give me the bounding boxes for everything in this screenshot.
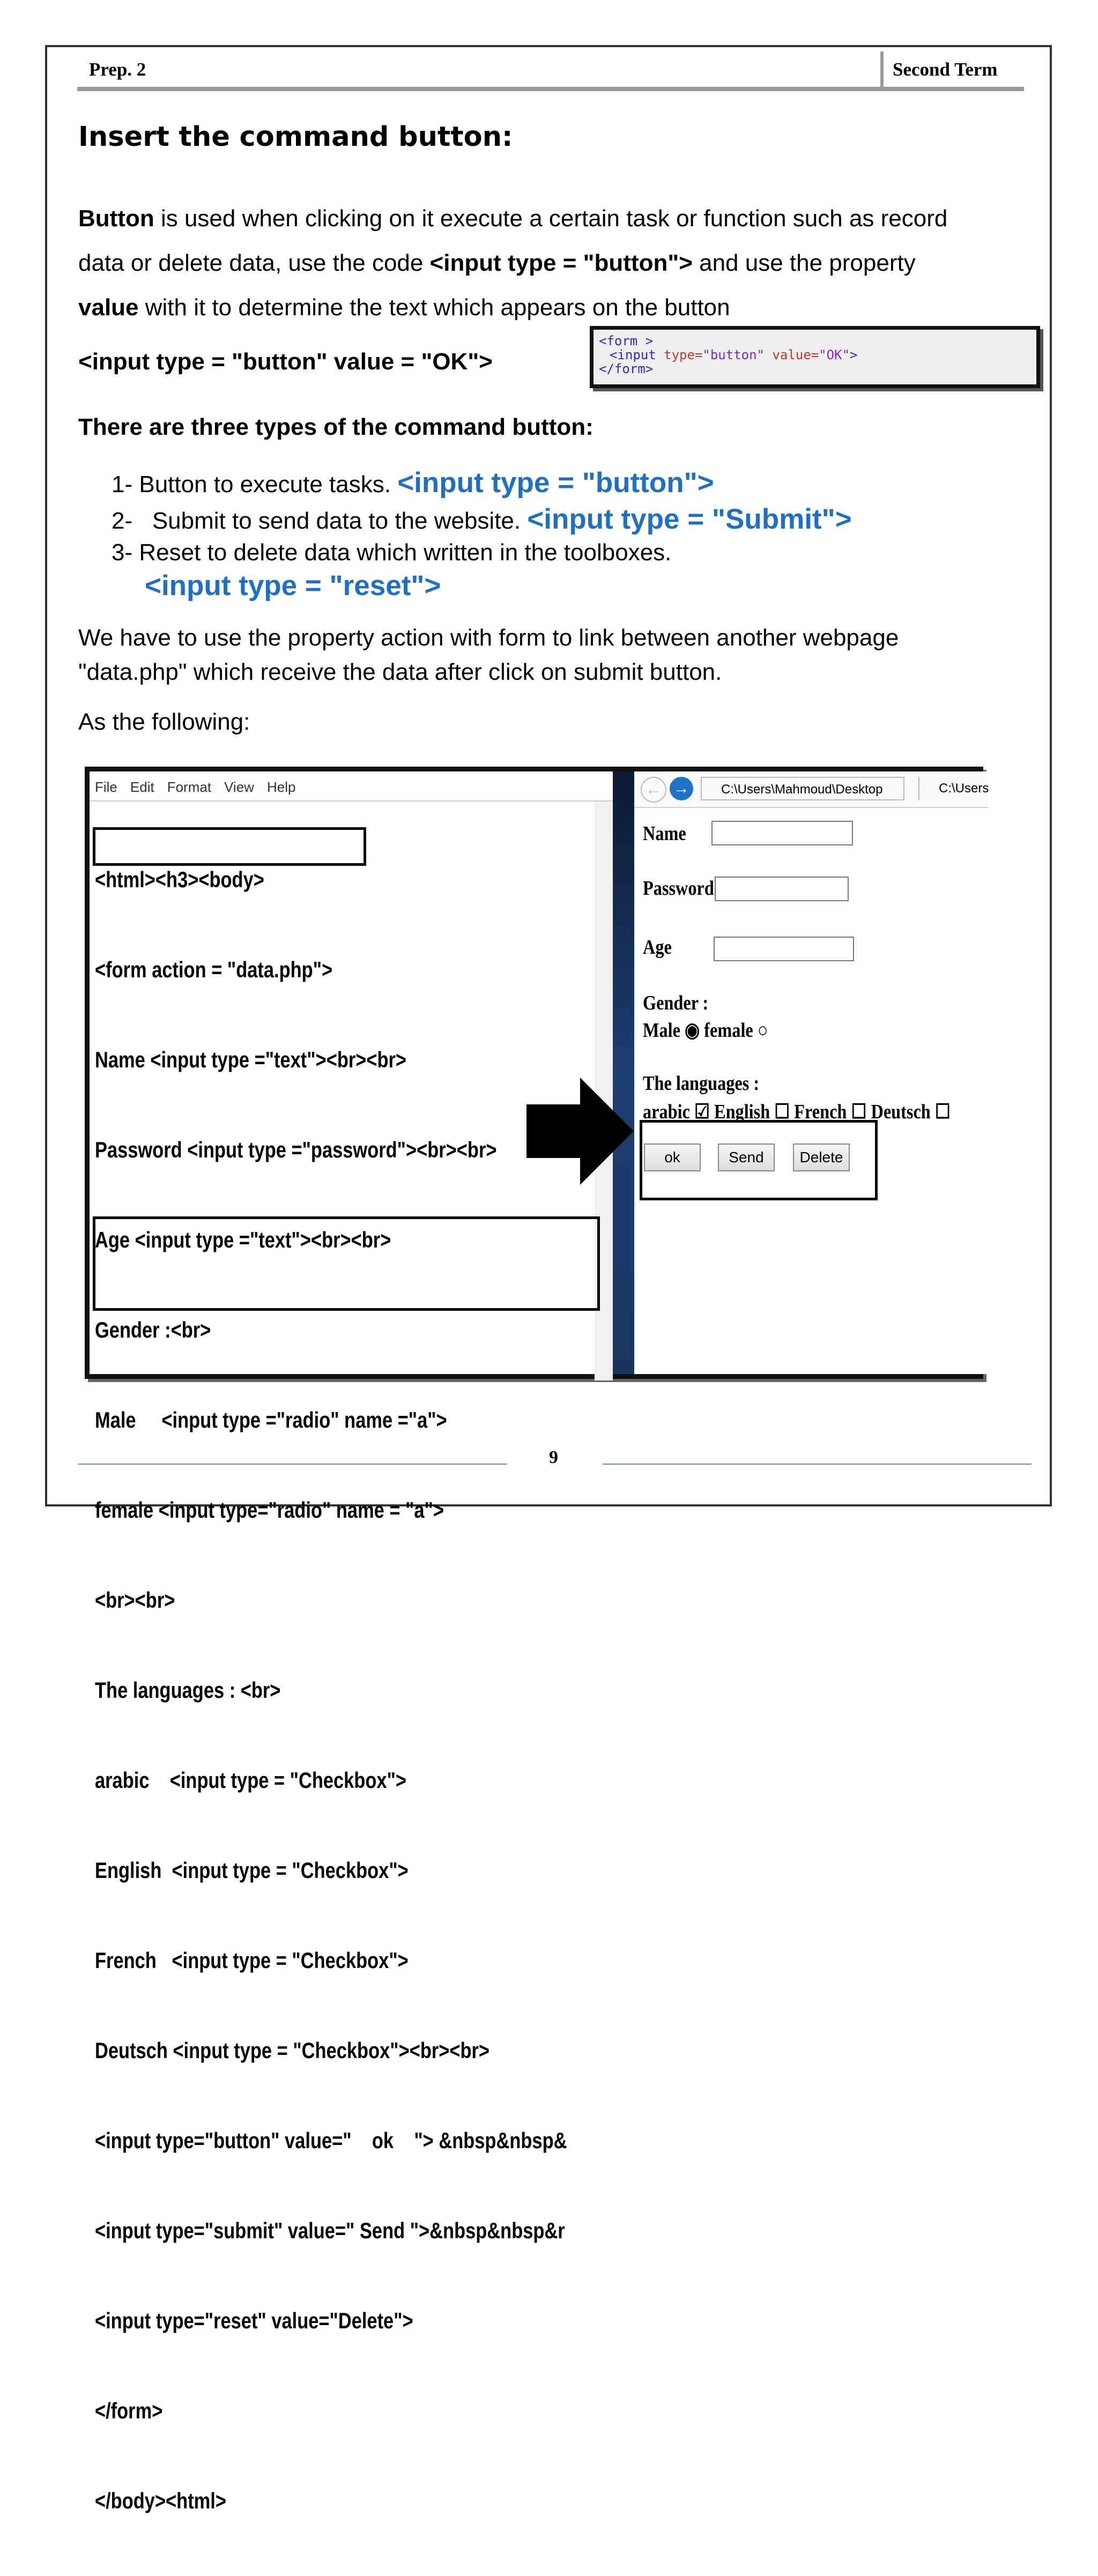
code-line: </body><html> xyxy=(95,2488,226,2513)
footer-rule-left xyxy=(78,1464,507,1465)
notepad-menubar xyxy=(95,779,295,796)
intro-term-value: value xyxy=(78,294,139,321)
english-checkbox[interactable]: ☐ xyxy=(774,1101,790,1123)
action-paragraph xyxy=(78,621,1043,689)
action-line-2: "data.php" which receive the data after click on submit button. xyxy=(78,659,722,685)
code-line: <input type="button" value=" ok "> &nbsp&nbsp& xyxy=(95,2128,567,2153)
age-input[interactable] xyxy=(714,937,854,961)
browser-panel xyxy=(634,771,988,1374)
password-input[interactable] xyxy=(715,877,849,901)
list-number: 3- xyxy=(112,539,133,566)
menu-edit[interactable]: Edit xyxy=(130,779,154,795)
list-item xyxy=(112,539,671,566)
name-label: Name xyxy=(643,822,686,845)
footer-rule-right xyxy=(603,1464,1032,1465)
female-label: female xyxy=(704,1019,753,1042)
code-form-open: <form > xyxy=(599,333,654,348)
intro-term-button: Button xyxy=(78,205,154,232)
list-number: 2- xyxy=(112,508,133,534)
code-input-close: > xyxy=(849,347,858,362)
menu-file[interactable]: File xyxy=(95,779,117,795)
code-line: French <input type = "Checkbox"> xyxy=(95,1948,409,1973)
list-code: <input type = "button"> xyxy=(397,467,714,499)
code-input-line xyxy=(599,348,1031,362)
age-label: Age xyxy=(643,936,672,959)
code-line: <form action = "data.php"> xyxy=(95,957,333,982)
code-line: Gender :<br> xyxy=(95,1317,211,1342)
intro-code: <input type = "button"> xyxy=(429,250,693,276)
header-rule xyxy=(77,87,1024,91)
list-text: Button to execute tasks. xyxy=(139,471,391,498)
intro-text-2: data or delete data, use the code xyxy=(78,250,430,276)
code-input-tag: <input xyxy=(610,347,656,362)
example-screenshot xyxy=(85,767,989,2513)
code-line: The languages : <br> xyxy=(95,1677,281,1703)
header-term: Second Term xyxy=(893,59,998,80)
code-line: arabic <input type = "Checkbox"> xyxy=(95,1768,407,1793)
menu-view[interactable]: View xyxy=(224,779,254,795)
intro-text-4: with it to determine the text which appears on the button xyxy=(138,294,730,321)
example-code: <input type = "button" value = "OK"> xyxy=(78,348,493,375)
english-label: English xyxy=(714,1101,770,1123)
female-radio[interactable]: ○ xyxy=(757,1019,768,1042)
types-heading: There are three types of the command button: xyxy=(78,414,593,440)
list-item-code xyxy=(145,569,441,602)
following-label: As the following: xyxy=(78,709,250,735)
intro-text-3: and use the property xyxy=(692,250,916,276)
action-line-1: We have to use the property action with form to link between another webpage xyxy=(78,625,899,651)
list-text: Reset to delete data which written in the toolboxes. xyxy=(139,539,672,566)
code-line: Password <input type ="password"><br><br> xyxy=(95,1137,497,1162)
french-label: French xyxy=(794,1101,847,1123)
languages-label: The languages : xyxy=(643,1072,760,1095)
menu-help[interactable]: Help xyxy=(266,779,296,795)
name-input[interactable] xyxy=(711,821,853,845)
code-line: Name <input type ="text"><br><br> xyxy=(95,1047,407,1072)
list-number: 1- xyxy=(112,471,133,498)
header-divider xyxy=(880,51,884,91)
code-line: <input type="submit" value=" Send ">&nbsp&nbsp&r xyxy=(95,2218,565,2243)
pointer-arrow-icon xyxy=(526,1078,639,1185)
list-item xyxy=(112,466,714,499)
code-line: </form> xyxy=(95,2398,163,2423)
menu-format[interactable]: Format xyxy=(167,779,212,795)
notepad-code[interactable] xyxy=(95,805,567,2576)
deutsch-label: Deutsch xyxy=(871,1101,931,1123)
page-title: Insert the command button: xyxy=(78,121,513,153)
buttons-code-highlight xyxy=(93,1216,600,1311)
deutsch-checkbox[interactable]: ☐ xyxy=(934,1101,951,1123)
ok-button[interactable]: ok xyxy=(644,1144,701,1171)
code-line: English <input type = "Checkbox"> xyxy=(95,1858,409,1883)
gender-options xyxy=(643,1018,768,1042)
back-arrow-icon[interactable]: ← xyxy=(641,777,666,803)
delete-button[interactable]: Delete xyxy=(793,1144,850,1171)
code-line: <html><h3><body> xyxy=(95,867,264,892)
code-line: Male <input type ="radio" name ="a"> xyxy=(95,1407,447,1432)
code-line: female <input type="radio" name = "a"> xyxy=(95,1497,444,1523)
code-snippet-box xyxy=(590,326,1040,388)
code-type-value: "button" xyxy=(702,347,765,362)
gender-label: Gender : xyxy=(643,992,709,1014)
code-line: Deutsch <input type = "Checkbox"><br><br> xyxy=(95,2038,490,2063)
arabic-label: arabic xyxy=(643,1101,690,1123)
code-form-close: </form> xyxy=(599,361,654,376)
window-divider xyxy=(613,771,634,1374)
address-bar[interactable]: C:\Users\Mahmoud\Desktop xyxy=(701,777,904,800)
male-label: Male xyxy=(643,1019,680,1042)
code-type-attr: type= xyxy=(656,347,703,362)
menu-separator xyxy=(90,800,613,801)
password-label: Password xyxy=(643,877,714,900)
intro-paragraph xyxy=(78,196,1033,330)
arabic-checkbox[interactable]: ☑ xyxy=(694,1101,710,1123)
list-text: Submit to send data to the website. xyxy=(152,508,521,534)
code-line: Age <input type ="text"><br><br> xyxy=(95,1227,391,1252)
browser-tab[interactable]: C:\Users xyxy=(918,777,988,800)
code-line: <input type="reset" value="Delete"> xyxy=(95,2308,413,2333)
list-code: <input type = "reset"> xyxy=(145,570,441,602)
send-button[interactable]: Send xyxy=(718,1144,775,1171)
code-value-value: "OK" xyxy=(819,347,850,362)
code-value-attr: value= xyxy=(765,347,819,362)
page-number: 9 xyxy=(549,1447,558,1467)
male-radio[interactable]: ◉ xyxy=(685,1019,700,1042)
form-action-highlight xyxy=(93,827,366,866)
list-code: <input type = "Submit"> xyxy=(527,503,852,535)
browser-toolbar xyxy=(634,771,988,808)
code-line: <br><br> xyxy=(95,1587,175,1613)
list-item xyxy=(112,503,852,536)
notepad-panel xyxy=(90,771,613,2513)
forward-arrow-icon[interactable]: → xyxy=(670,777,693,800)
header-grade: Prep. 2 xyxy=(89,59,146,80)
intro-text-1: is used when clicking on it execute a certain task or function such as record xyxy=(154,205,948,232)
french-checkbox[interactable]: ☐ xyxy=(851,1101,867,1123)
